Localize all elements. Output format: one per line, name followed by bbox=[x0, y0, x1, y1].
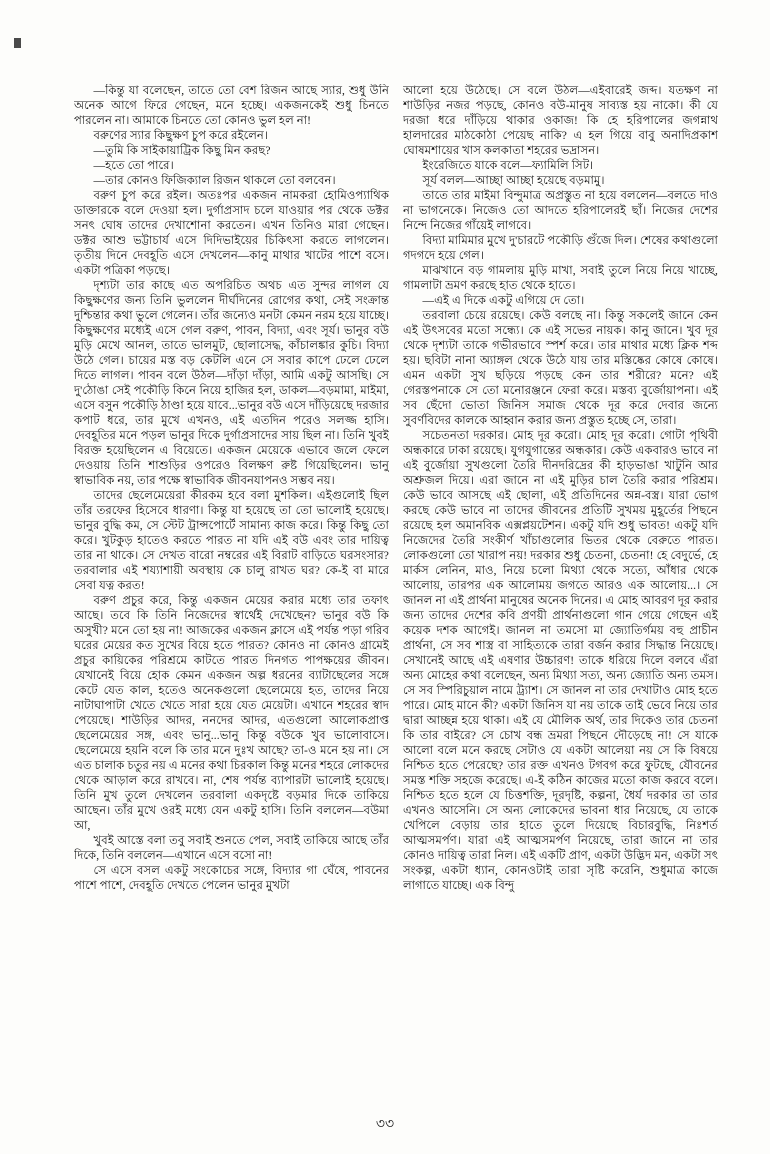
paragraph: —এই এ দিকে একটু এগিয়ে দে তো। bbox=[422, 295, 585, 307]
paragraph: সে এসে বসল একটু সংকোচের সঙ্গে, বিদ্যার গা ঘেঁষে, পাবনের পাশে পাশে, দেবহূতি দেখতে পেলেন ভানুর মুখটা bbox=[74, 865, 389, 892]
paragraph: —হতে তো পারে। bbox=[93, 160, 174, 172]
paragraph: তরবালা চেয়ে রয়েছে। কেউ বলছে না। কিন্তু সকলেই জানে কেন এই উৎসবের মতো সন্ধ্যে। কে এই সভের নায়ক। কানু জানে। খুব দূর থেকে দৃশ্যটা তাকে গভীরভাবে স্পর্শ করে। তার মাথার মধ্যে ক্লিক শব্দ হয়। ছবিটা নানা অ্যাঙ্গল থেকে উঠে যায় তার মস্তিষ্কের কোষে কোষে। এমন একটা সুখ ছড়িয়ে পড়ছে কেন তার শরীরে? মনে? এই গেরস্তপনাকে সে তো মনোরঞ্জনে ফেরা করে। মস্তব্য বুর্জোয়াপনা। এই সব ছেঁদো ভোতা জিনিস সমাজ থেকে দূর করে দেবার জন্যে সুবর্ণবিদের কালকে আহ্বান করার জন্য প্রস্তুত হচ্ছে সে, তারা। bbox=[403, 310, 718, 427]
paragraph: —কিন্তু যা বলেছেন, তাতে তো বেশ রিজন আছে স্যার, শুধু উনি অনেক আগে ফিরে গেছেন, মনে হচ্ছে। একজনকেই শুধু চিনতে পারলেন না। আমাকে চিনতে তো কোনও ভুল হল না! bbox=[74, 85, 389, 127]
paragraph: মাঝখানে বড় গামলায় মুড়ি মাখা, সবাই তুলে নিয়ে নিয়ে খাচ্ছে, গামলাটা ভ্রমণ করছে হাত থেকে হাতে। bbox=[403, 265, 718, 292]
paragraph: বরুণ চুপ করে রইল। অতঃপর একজন নামকরা হোমিওপ্যাথিক ডাক্তারকে বলে দেওয়া হল। দুর্গাপ্রসাদ চলে যাওয়ার পর থেকে ডক্টর সনৎ ঘোষ তাদের দেখাশোনা করতেন। এখন তিনিও মারা গেছেন। ডক্টর আশু ভট্টাচার্য এসে দিদিভাইয়ের চিকিৎসা করতে লাগলেন। তৃতীয় দিনে দেবহূতি এসে দেখলেন—কানু মাথার খাটের পাশে বসে। একটা পত্রিকা পড়ছে। bbox=[74, 190, 389, 277]
paragraph: সচেতনতা দরকার। মোহ দূর করো। মোহ দূর করো। গোটা পৃথিবী অন্ধকারে ঢাকা রয়েছে। যুগযুগান্তের অন্ধকার। কেউ একবারও ভাবে না এই বুর্জোয়া সুখগুলো তৈরি দীনদরিদ্রের কী হাড়ভাঙা খাটুনি আর অশ্রুজল দিয়ে। এরা জানে না এই মুড়ির চাল তৈরি করার পরিশ্রম। কেউ ভাবে আসছে এই ছোলা, এই প্রতিদিনের অন্ন-বস্ত্র। যারা ভোগ করছে কেউ ভাবে না তাদের জীবনের প্রতিটি সুখময় মুহূর্তের পিছনে রয়েছে হল অমানবিক এক্সপ্লয়টেশন। একটু যদি শুধু ভাবত! একটু যদি নিজেদের তৈরি সংকীর্ণ খাঁচাগুলোর ভিতর থেকে বেরুতে পারত। লোকগুলো তো খারাপ নয়! দরকার শুধু চেতনা, চেতনা! হে বেদুর্ভে, হে মার্কস লেনিন, মাও, নিয়ে চলো মিথ্যা থেকে সত্যে, আঁধার থেকে আলোয়, তারপর এক আলোময় জগতে আরও এক আলোয়...। সে জানল না এই প্রার্থনা মানুষের অনেক দিনের। এ মোহ আবরণ দূর করার জন্য তাদের দেশের কবি প্রণয়ী প্রার্থনাগুলো গান গেয়ে গেছেন এই কয়েক দশক আগেই। জানল না তমসো মা জ্যোতির্গময় বহু প্রাচীন প্রার্থনা, সে সব শাস্ত্র বা সাহিত্যকে তারা বর্জন করার সিদ্ধান্ত নিয়েছে। সেখানেই আছে এই এষণার উচ্চারণ! তাকে ধরিয়ে দিলে বলবে এঁরা অন্য মোহের কথা বলেছেন, অন্য মিথ্যা সত্য, অন্য জ্যোতি অন্য তমস। সে সব স্পিরিচুয়াল নামে ট্র্যাশ। সে জানল না তার দেখাটাও মোহ হতে পারে। মোহ মানে কী? একটা জিনিস যা নয় তাকে তাই ভেবে নিয়ে তার দ্বারা আচ্ছন্ন হয়ে থাকা। এই যে মৌলিক অর্থ, তার দিকেও তার চেতনা কি তার বাইরে? সে চোখ বন্ধ ভ্রমরা পিছনে দৌড়েছে না! সে যাকে আলো বলে মনে করছে সেটাও যে একটা আলেয়া নয় সে কি বিষয়ে নিশ্চিত হতে পেরেছে? তার রক্ত এখনও টগবগ করে ফুটছে, যৌবনের সমস্ত শক্তি সহজে করেছে। এ-ই কঠিন কাজের মতো কাজ করবে বলে। নিশ্চিত হতে হলে যে চিত্তশক্তি, দূরদৃষ্টি, কল্পনা, ধৈর্য দরকার তা তার এখনও আসেনি। সে অন্য লোকেদের ভাবনা ধার নিয়েছে, যে তাকে খেপিলে বেড়ায় তার হাতে তুলে দিয়েছে বিচারবুদ্ধি, নিঃশর্ত আত্মসমর্পণ। যারা এই আত্মসমর্পণ নিয়েছে, তারা জানে না তার কোনও দায়িত্ব তারা নিল। এই একটি প্রাণ, একটা উদ্ভিদ মন, একটা সৎ সংকল্প, একটা ধ্যান, কোনওটাই তারা সৃষ্টি করেনি, শুধুমাত্র কাজে লাগাতে যাচ্ছে। এক বিন্দু bbox=[403, 430, 718, 892]
paragraph: বরুণের স্যার কিছুক্ষণ চুপ করে রইলেন। bbox=[93, 130, 269, 142]
scan-artifact bbox=[14, 38, 21, 48]
paragraph: তাদের ছেলেমেয়েরা কীরকম হবে বলা মুশকিল। এইগুলোই ছিল তাঁর তরফের হিসেবে ধারণা। কিন্তু যা হয়েছে তা তো ভালোই হয়েছে। ভানুর বুদ্ধি কম, সে স্টেট ট্রান্সপোর্টে সামান্য কাজ করে। কিন্তু কিছু তো করে। খুটকুড় হাতেও করতে পারত না যদি এই বউ এবং তার দায়িত্ব তার না থাকে। সে দেখত বারো নম্বরের এই বিরাট বাড়িতে ঘরসংসার? তরবালার এই শয্যাশায়ী অবস্থায় কে চালু রাখত ঘর? কে-ই বা মারে সেবা যত্ন করত! bbox=[74, 490, 389, 592]
paragraph: বিদ্যা মামিমার মুখে দু'চারটে পকৌড়ি গুঁজে দিল। শেষের কথাগুলো গদগদে হয়ে গেল। bbox=[403, 235, 718, 262]
paragraph: খুবই আস্তে বলা তবু সবাই শুনতে পেল, সবাই তাকিয়ে আছে তাঁর দিকে, তিনি বললেন—এখানে এসে বসো না! bbox=[74, 835, 389, 862]
paragraph: তাতে তার মাইমা বিন্দুমাত্র অপ্রস্তুত না হয়ে বললেন—বলতে দাও না ভাগনেকে। নিজেও তো আদতে হরিপালেরই ছাঁ। নিজের দেশের নিন্দে নিজের গাঁয়েই লাগবে। bbox=[403, 190, 718, 232]
text-area bbox=[74, 84, 718, 1102]
paragraph: —তার কোনও ফিজিক্যাল রিজন থাকলে তো বলবেন। bbox=[93, 175, 336, 187]
paragraph: আলো হয়ে উঠেছে। সে বলে উঠল—এইবারেই জব্দ। যতক্ষণ না শাউড়ির নজর পড়ছে, কোনও বউ-মানুষ সাব্যস্ত হয় নাকো। কী যে দরজা ধরে দাঁড়িয়ে থাকার ওকাজ! কি হে হরিপালের জগন্নাথ হালদারের মাঠকোঠা পেয়েছ নাকি? এ হল গিয়ে বাবু অনাদিপ্রকাশ ঘোষমশায়ের খাস কলকাতা শহরের ভদ্রাসন। bbox=[403, 85, 718, 157]
paragraph: বরুণ প্রচুর করে, কিন্তু একজন মেয়ের করার মধ্যে তার তফাৎ আছে। তবে কি তিনি নিজেদের স্বার্থেই দেখেছেন? ভানুর বউ কি অসুখী? মনে তো হয় না! আজকের একজন ক্লাসে এই পর্যন্ত পড়া গরিব ঘরের মেয়ের কত সুখের বিয়ে হতে পারত? কোনও না কোনও গ্রামেই প্রচুর কায়িকের পরিশ্রমে কাটতে পারত দিনগত পাপক্ষয়ের জীবন। যেখানেই বিয়ে হোক কেমন একজন অল্প ধরনের ব্যাটাছেলের সঙ্গে কেটে যেত কাল, হতেও অনেকগুলো ছেলেমেয়ে হত, তাদের নিয়ে নাটাঘাপাটা খেতে খেতে সারা হয়ে যেত মেয়েটা। এখানে শহরের স্বাদ পেয়েছে। শাউড়ির আদর, ননদের আদর, এতগুলো আলোকপ্রাপ্ত ছেলেমেয়ের সঙ্গ, এবং ভানু...ভানু কিন্তু বউকে খুব ভালোবাসে। ছেলেমেয়ে হয়নি বলে কি তার মনে দুঃখ আছে? তা-ও মনে হয় না। সে এত চালাক চতুর নয় এ মনের কথা চিরকাল কিন্তু মনের শহরে লোকদের থেকে আড়াল করে রাখবে। না, শেষ পর্যন্ত ব্যাপারটা ভালোই হয়েছে। তিনি মুখ তুলে দেখলেন তরবালা একদৃষ্টে বড়মার দিকে তাকিয়ে আছেন। তাঁর মুখে ওরই মধ্যে যেন একটু হাসি। তিনি বললেন—বউমা আ, bbox=[74, 595, 389, 832]
paragraph: ইংরেজিতে যাকে বলে—ফ্যামিলি সিট। bbox=[422, 160, 594, 172]
paragraph: —তুমি কি সাইকায়াট্রিক কিছু মিন করছ? bbox=[93, 145, 271, 157]
text-column-right bbox=[403, 84, 718, 1102]
page-number: ৩৩ bbox=[375, 1117, 395, 1132]
paragraph: সূর্য বলল—আচ্ছা আচ্ছা হয়েছে বড়মামু। bbox=[422, 175, 605, 187]
paragraph: দৃশ্যটা তার কাছে এত অপরিচিত অথচ এত সুন্দর লাগল যে কিছুক্ষণের জন্য তিনি ভুললেন দীর্ঘদিনের রোগের কথা, সেই সংক্রান্ত দুশ্চিন্তার কথা ভুলে গেলেন। তাঁর জন্যেও মনটা কেমন নরম হয়ে যাচ্ছে। কিছুক্ষণের মধ্যেই এসে গেল বরুণ, পাবন, বিদ্যা, এবং সূর্য। ভানুর বউ মুড়ি মেখে আনল, তাতে ভালমুট, ছোলাসেদ্ধ, কাঁচালঙ্কার কুচি। বিদ্যা উঠে গেল। চায়ের মস্ত বড় কেটলি এনে সে সবার কাপে ঢেলে ঢেলে দিতে লাগল। পাবন বলে উঠল—দাঁড়া দাঁড়া, আমি একটু আসছি। সে দু'ঠোঙা সেই পকৌড়ি কিনে নিয়ে হাজির হল, ডাকল—বড়মামা, মাইমা, এসে বসুন পকৌড়ি ঠাণ্ডা হয়ে যাবে...ভানুর বউ এসে দাঁড়িয়েছে দরজার কপাট ধরে, তার মুখে এখনও, এই এতদিন পরেও সলজ্জ হাসি। দেবহূতির মনে পড়ল ভানুর দিকে দুর্গাপ্রসাদের সায় ছিল না। তিনি খুবই বিরক্ত হয়েছিলেন এ বিয়েতে। একজন মেয়েকে এভাবে জলে ফেলে দেওয়ায় তিনি শাশুড়ির ওপরেও বিলক্ষণ রুষ্ট গিয়েছিলেন। ভানু স্বাভাবিক নয়, তার পক্ষে স্বাভাবিক জীবনযাপনও সম্ভব নয়। bbox=[74, 280, 389, 487]
text-column-left bbox=[74, 84, 389, 1102]
